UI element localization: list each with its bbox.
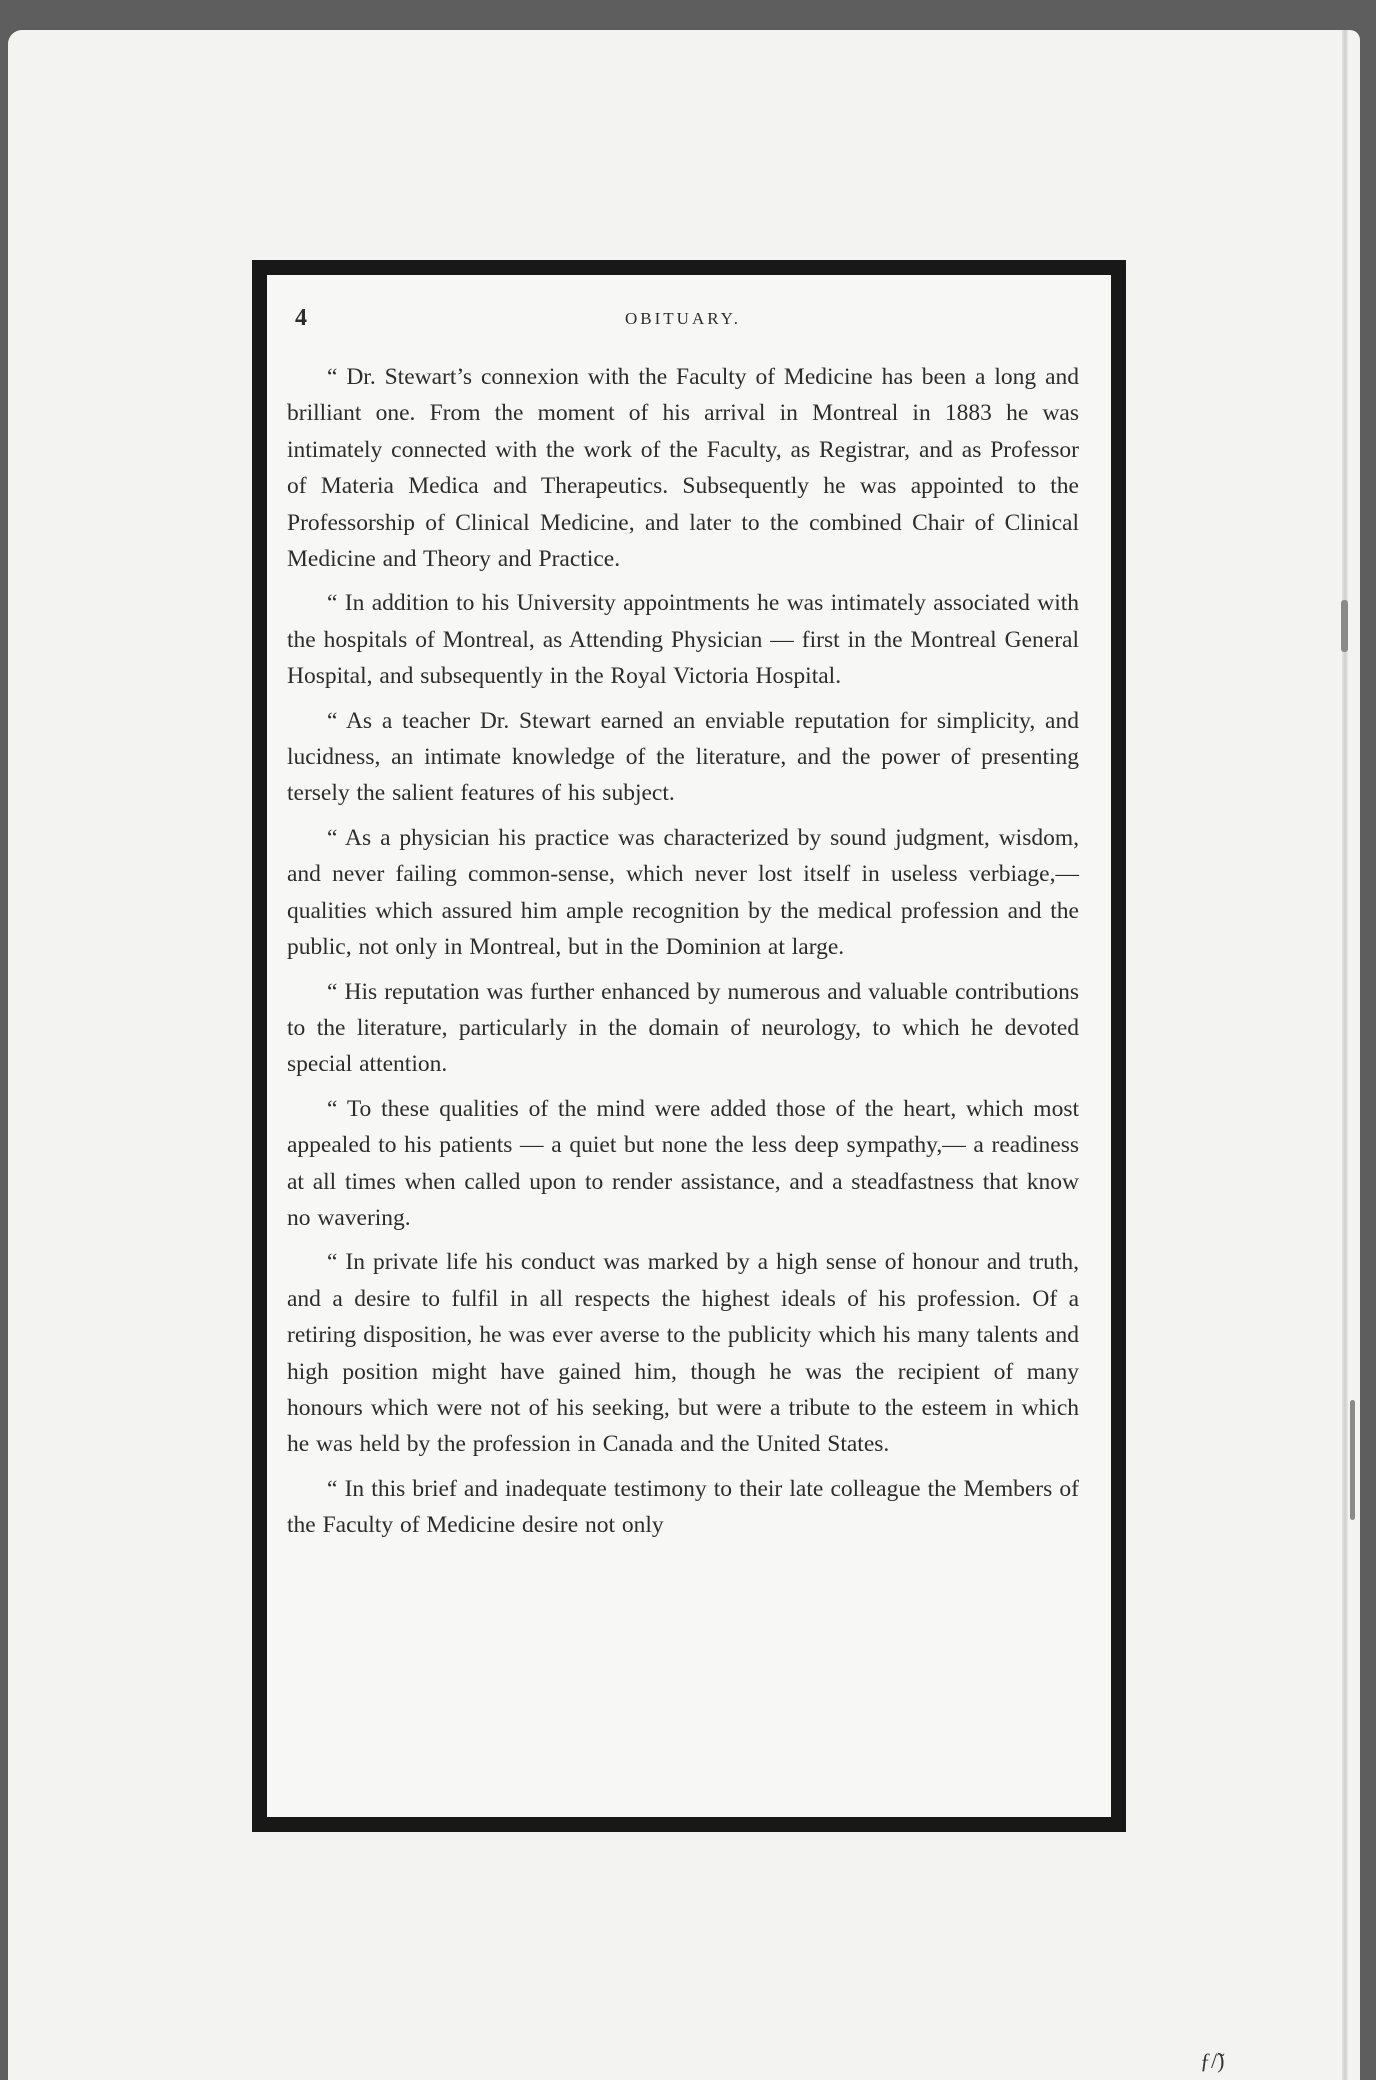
running-head bbox=[287, 305, 1079, 345]
text-block bbox=[287, 305, 1079, 1552]
page-gutter bbox=[1342, 30, 1348, 2080]
paragraph: “ In private life his conduct was marked by a high sense of honour and truth, and a desire to fulfil in all respects the highest ideals of his profession. Of a retiring disposition, he was ever averse to the publicity which his many talents and high position might have gained him, though he was the recipient of many honours which were not of his seeking, but were a tribute to the esteem in which he was held by the profession in Canada and the United States. bbox=[287, 1249, 1079, 1458]
paragraph: “ As a teacher Dr. Stewart earned an enviable reputation for simplicity, and lucidness, an intimate knowledge of the literature, and the power of presenting tersely the salient features of his subject. bbox=[287, 707, 1079, 807]
paragraph: “ Dr. Stewart’s connexion with the Faculty of Medicine has been a long and brilliant one. From the moment of his arrival in Montreal in 1883 he was intimately connected with the work of the Faculty, as Registrar, and as Professor of Materia Medica and Therapeutics. Subsequently he was appointed to the Professorship of Clinical Medicine, and later to the combined Chair of Clinical Medicine and Theory and Practice. bbox=[287, 364, 1079, 573]
bottom-edge-mark: ƒ/̃) bbox=[1200, 2048, 1225, 2073]
paragraph: “ In addition to his University appointments he was intimately associated with the hospitals of Montreal, as Attending Physician — first in the Montreal General Hospital, and subsequently in the Royal Victoria Hospital. bbox=[287, 590, 1079, 690]
paragraph: “ As a physician his practice was characterized by sound judgment, wisdom, and never failing common-sense, which never lost itself in useless verbiage,— qualities which assured him ample recognition by the medical profession and the public, not only in Montreal, but in the Dominion at large. bbox=[287, 824, 1079, 961]
binding-mark bbox=[1341, 600, 1348, 652]
paragraph: “ In this brief and inadequate testimony to their late colleague the Members of the Faculty of Medicine desire not only bbox=[287, 1475, 1079, 1539]
running-head-title: OBITUARY. bbox=[625, 309, 741, 328]
paragraph: “ His reputation was further enhanced by numerous and valuable contributions to the literature, particularly in the domain of neurology, to which he devoted special attention. bbox=[287, 978, 1079, 1078]
paragraph: “ To these qualities of the mind were added those of the heart, which most appealed to his patients — a quiet but none the less deep sympathy,— a readiness at all times when called upon to render assistance, and a steadfastness that know no wavering. bbox=[287, 1095, 1079, 1231]
obituary-border-frame bbox=[252, 260, 1126, 1832]
binding-mark bbox=[1350, 1400, 1355, 1520]
page-number: 4 bbox=[295, 305, 307, 331]
